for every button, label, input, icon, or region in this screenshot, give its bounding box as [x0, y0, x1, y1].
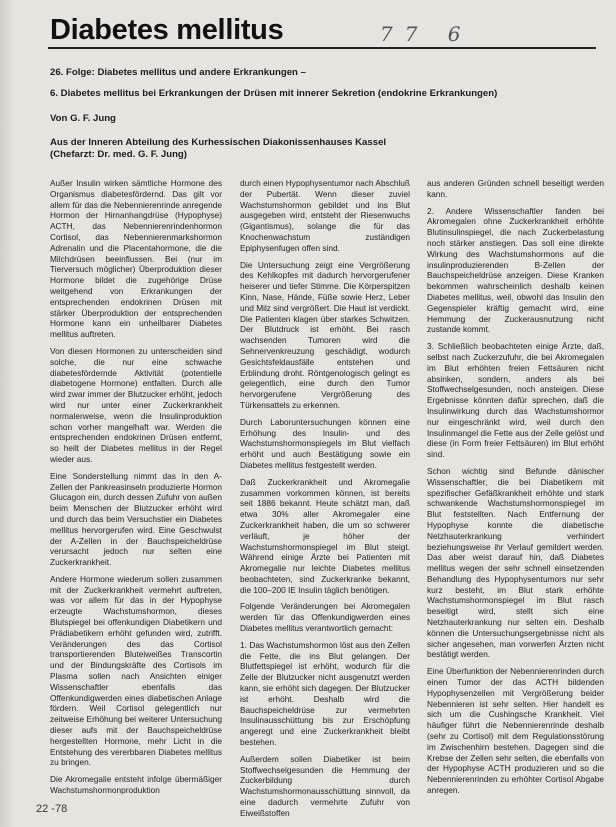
- paragraph: aus anderen Gründen schnell beseitigt werden kann.: [427, 178, 604, 199]
- paragraph: Außer Insulin wirken sämtliche Hormone des Organismus diabetesfördernd. Das gilt vor allem für das die Nebennierenrinde anregende Hormon der Hirnanhangdrüse (Hypophyse) ACTH, das Nebennierenrindenhormon Cortisol, das Nebennierenmarkshormon Adrenalin und die Placentahormone, die die Milchdrüsen beeinflussen. Bei (nur im Tierversuch möglicher) Überproduktion dieser Hormone bildet die zugehörige Drüse weitgehend von Erkrankungen der entsprechenden endokrinen Drüsen mit stärker Überproduktion der entsprechenden Hormone kann ein unheilbarer Diabetes mellitus auftreten.: [50, 178, 222, 340]
- handwritten-note: 77 6: [380, 22, 473, 46]
- paragraph: Von diesen Hormonen zu unterscheiden sind solche, die nur eine schwache diabetesfördernde Aktivität (potentielle diabetogene Hormone) entfalten. Durch alle wird zwar immer der Blutzucker erhöht, jedoch wird nur unter einer Zuckerkrankheit normalerweise, wenn die Insulinproduktion schon vorher mangelhaft war. Werden die entsprechenden endokrinen Drüsen entfernt, so heilt der Diabetes mellitus in der Regel wieder aus.: [50, 345, 222, 464]
- paragraph: Folgende Veränderungen bei Akromegalen werden für das Offenkundigwerden eines Diabetes mellitus verantwortlich gemacht:: [240, 601, 410, 634]
- paragraph: Die Untersuchung zeigt eine Vergrößerung des Kehlkopfes mit dadurch hervorgerufener heiserer und tiefer Stimme. Die Körperspitzen Kinn, Nase, Hände, Füße sowie Herz, Leber und Milz sind vergrößert. Die Haut ist verdickt. Die Patienten klagen über starkes Schwitzen. Der Blutdruck ist erhöht. Bei rasch wachsenden Tumoren wird die Sehnervenkreuzung geschädigt, wodurch Gesichtsfeldausfälle entstehen und Erblindung droht. Röntgenologisch gelingt es gelegentlich, eine durch den Tumor hervorgerufene Vergrößerung des Türkensattels zu erkennen.: [240, 259, 410, 410]
- affiliation: Aus der Inneren Abteilung des Kurhessischen Diakonissenhauses Kassel: [50, 137, 387, 148]
- paragraph: Eine Sonderstellung nimmt das in den A-Zellen der Pankreasinseln produzierte Hormon Glucagon ein, durch dessen Zufuhr von außen beim Menschen der Blutzucker erhöht wird und durch das beim Versuchstier ein Diabetes mellitus hervorgerufen wird. Eine Geschwulst der A-Zellen in der Bauchspeicheldrüse verursacht jedoch nur selten eine Zuckerkrankheit.: [50, 470, 222, 568]
- paragraph: Schon wichtig sind Befunde dänischer Wissenschaftler, die bei Diabetikern mit spezifischer Gefäßkrankheit erhöhte und stark schwankende Wachstumshormonspiegel im Blut feststellten. Nach Entfernung der Hypophyse konnte die diabetische Netzhauterkrankung verhindert beziehungsweise ihr Verlauf gemildert werden. Das aber weist darauf hin, daß Diabetes mellitus wegen der sehr schnell einsetzenden Behandlung des Hypophysentumors nur sehr kurz besteht, im Blut stark erhöhte Wachstumshormonspiegel im Blut rasch beseitigt wird, stellt sich eine Netzhauterkrankung nur selten ein. Deshalb können die Untersuchungsergebnisse nicht als sicher angesehen, man vorwerfen Ärzten nicht bestätigt werden.: [427, 465, 604, 660]
- paragraph: Daß Zuckerkrankheit und Akromegalie zusammen vorkommen können, ist bereits seit 1886 bekannt. Heute schätzt man, daß etwa 30% aller Akromegaler eine Zuckerkrankheit haben, die um so schwerer verläuft, je höher der Wachstumshormonspiegel im Blut steigt. Während einige Ärzte bei Patienten mit Akromegalie nur leichte Diabetes mellitus beobachteten, sind Zuckerkranke bekannt, die 100–200 IE Insulin täglich benötigen.: [240, 476, 410, 595]
- subtitle: 6. Diabetes mellitus bei Erkrankungen der Drüsen mit innerer Sekretion (endokrine Erkrankungen): [50, 88, 498, 99]
- text-column-1: [50, 178, 222, 798]
- affiliation-chief: (Chefarzt: Dr. med. G. F. Jung): [50, 149, 187, 160]
- text-column-3: [427, 178, 604, 798]
- paragraph: Andere Hormone wiederum sollen zusammen mit der Zuckerkrankheit vermehrt auftreten, was vor allem für das in der Hypophyse erzeugte Wachstumshormon, dieses Blutspiegel bei offenkundigen Diabetikern und Prädiabetikern erhöht gefunden wird, zutrifft. Veränderungen des das Cortisol transportierenden Bluteiweißes Transcortin und der Bindungskräfte des Cortisols im Plasma sollen nach Ansichten einiger Wissenschaftler ebenfalls das Offenkundigwerden eines diabetischen Anlage fördern. Weil Cortisol gelegentlich nur zeitweise Erhöhung bei weiterer Untersuchung dieser aufs mit der Bauchspeicheldrüse hergestellten Hormone, mehr Licht in die Entstehung des vererbbaren Diabetes mellitus zu bringen.: [50, 573, 222, 768]
- paragraph: Die Akromegalie entsteht infolge übermäßiger Wachstumshormonproduktion: [50, 774, 222, 796]
- text-column-2: [240, 178, 410, 818]
- article-title: Diabetes mellitus: [50, 14, 284, 46]
- page-number: 22 -78: [36, 803, 68, 815]
- paragraph: Außerdem sollen Diabetiker ist beim Stoffwechselgesunden die Hemmung der Zuckerbildung durch Wachstumshormonausschüttung sinnvoll, da eine dadurch vermehrte Zufuhr von Eiweißstoffen: [240, 753, 410, 818]
- paragraph: Eine Überfunktion der Nebennierenrinden durch einen Tumor der das ACTH bildenden Hypophysenzellen mit Vergrößerung beider Nebennieren ist sehr selten. Hier handelt es sich um die Cushingsche Krankheit. Viel häufiger führt die Nebennierenrinde deshalb (sehr zu Cortisol) mit dem Regulationsstörung im Zwischenhirn bestehen. Dagegen sind die Krebse der Zellen sehr selten, die ebenfalls von der Hypophyse ACTH produzieren und so die Nebennierenrinden zu erhöhter Cortisol Abgabe anregen.: [427, 666, 604, 796]
- title-rule: [48, 47, 596, 49]
- paragraph: 3. Schließlich beobachteten einige Ärzte, daß, selbst nach Zuckerzufuhr, die bei Akromegalen im Blut erhöhten freien Fettsäuren nicht absinken, sondern, anders als bei Stoffwechselgesunden, noch ansteigen. Diese Ergebnisse könnten dafür sprechen, daß die Insulinwirkung durch das Wachstumshormor nur eingeschränkt wird, weil durch den Insulinmangel die Fette aus der Zelle gelöst und diese (in Form freier Fettsäuren) im Blut erhöht sind.: [427, 341, 604, 460]
- paragraph: durch einen Hypophysentumor nach Abschluß der Pubertät. Wenn dieser zuviel Wachstumshormon gebildet und ins Blut ausgegeben wird, entsteht der Riesenwuchs (Gigantismus), solange die für das Knochenwachstum zuständigen Epiphysenfugen offen sind.: [240, 178, 410, 253]
- series-line: 26. Folge: Diabetes mellitus und andere Erkrankungen –: [50, 67, 306, 78]
- page-edge: [0, 0, 14, 827]
- paragraph: 2. Andere Wissenschaftler fanden bei Akromegalen ohne Zuckerkrankheit erhöhte Blutinsulinspiegel, die nach Zuckerbelastung noch stärker anstiegen. Das soll eine direkte Wirkung des Wachstumshormons auf die insulinproduzierenden B-Zellen der Bauchspeicheldrüse anzeigen. Diese Kranken bekommen wahrscheinlich deshalb keinen Diabetes mellitus, weil, obwohl das Insulin den Gegenspieler kräftig gemacht wird, eine Hemmung der Zuckerausnutzung nicht zustande kommt.: [427, 205, 604, 335]
- author: Von G. F. Jung: [50, 113, 116, 124]
- paragraph: 1. Das Wachstumshormon löst aus den Zellen die Fette, die ins Blut gelangen. Der Blutfettspiegel ist erhöht, wodurch für die Zelle der Blutzucker nicht ausgenutzt werden kann, sie erhöht sich dagegen. Der Blutzucker ist erhöht. Deshalb wird die Bauchspeicheldrüse zur vermehrten Insulinausschüttung bis zur Erschöpfung angeregt und eine Zuckerkrankheit bleibt bestehen.: [240, 639, 410, 748]
- paragraph: Durch Laboruntersuchungen können eine Erhöhung des Insulin- und des Wachstumshormonspiegels im Blut vielfach erhöht und auch Bestätigung sowie ein Diabetes mellitus festgestellt werden.: [240, 416, 410, 470]
